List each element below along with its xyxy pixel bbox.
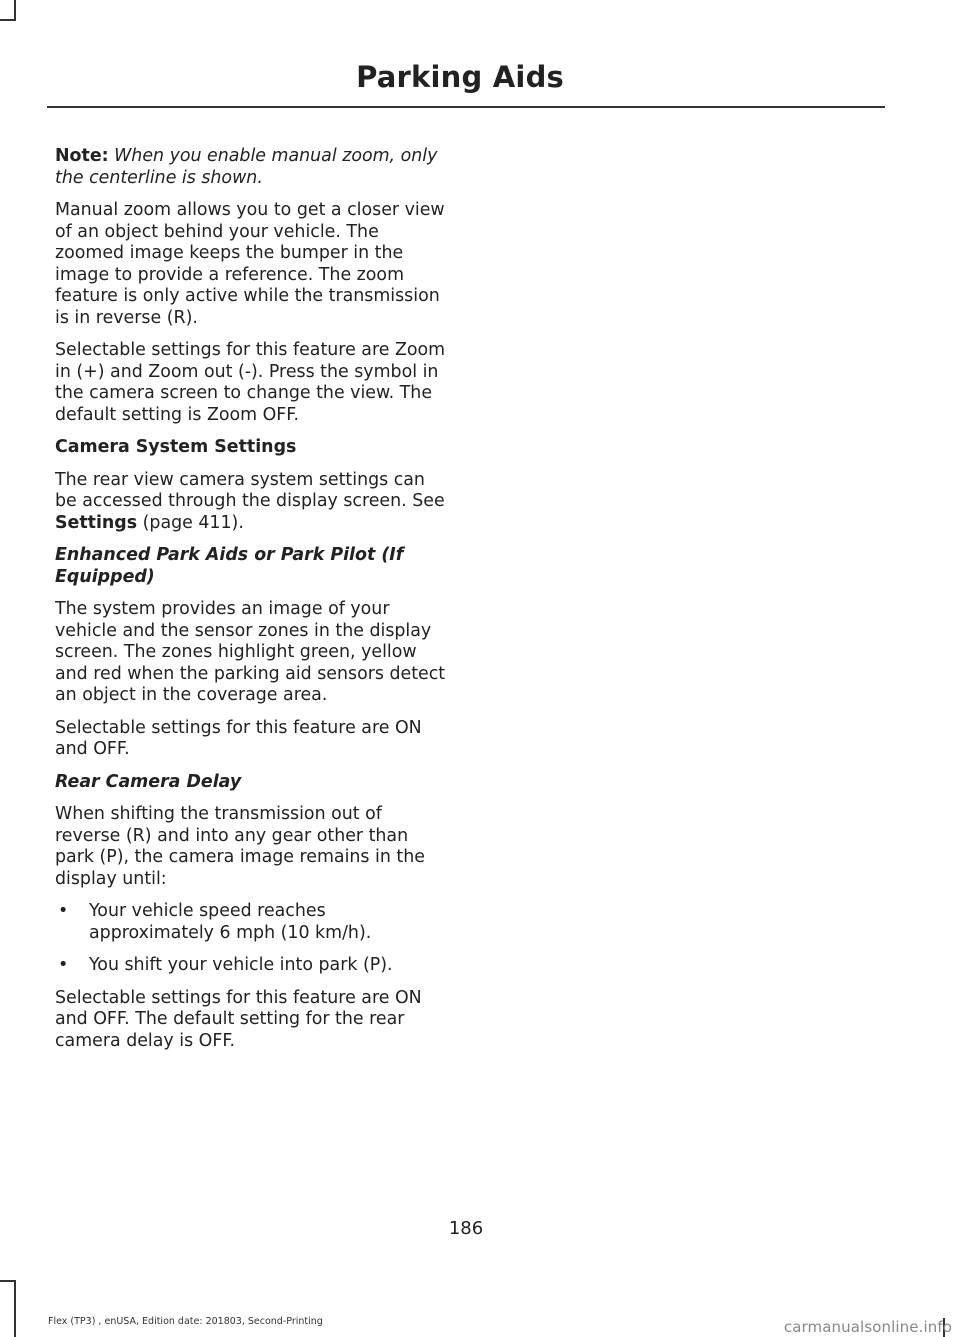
bullet-icon: • [58, 901, 69, 921]
camera-settings-text: The rear view camera system settings can be accessed through the display screen. See [55, 469, 445, 511]
note-text: When you enable manual zoom, only the centerline is shown. [55, 146, 438, 188]
paragraph-enhanced-settings: Selectable settings for this feature are ON and OFF. [55, 717, 422, 759]
paragraph-rear-camera-delay: When shifting the transmission out of reverse (R) and into any gear other than park (P), the camera image remains in the display until: [55, 804, 425, 889]
watermark: carmanualsonline.info [783, 1318, 952, 1336]
note-paragraph [55, 146, 447, 189]
bullet-list [55, 901, 447, 977]
list-item [55, 955, 447, 977]
main-column [55, 146, 447, 1063]
footer-edition: Flex (TP3) , enUSA, Edition date: 201803, Second-Printing [48, 1316, 323, 1327]
header-rule [47, 106, 885, 108]
note-label: Note: [55, 146, 109, 166]
paragraph-camera-settings [55, 470, 447, 535]
crop-mark [0, 1280, 16, 1282]
list-item [55, 901, 447, 944]
heading-enhanced-park-aids: Enhanced Park Aids or Park Pilot (If Equipped) [55, 545, 404, 587]
heading-camera-system-settings: Camera System Settings [55, 437, 297, 457]
page-title: Parking Aids [356, 60, 564, 94]
page-reference: (page 411). [137, 512, 244, 533]
crop-mark [14, 0, 16, 20]
list-item-text: You shift your vehicle into park (P). [89, 955, 393, 975]
paragraph-zoom-settings: Selectable settings for this feature are Zoom in (+) and Zoom out (-). Press the symbol in the camera screen to change the view. The default setting is Zoom OFF. [55, 340, 446, 425]
paragraph-delay-settings: Selectable settings for this feature are ON and OFF. The default setting for the rear camera delay is OFF. [55, 987, 422, 1051]
heading-rear-camera-delay: Rear Camera Delay [55, 771, 242, 792]
list-item-text: Your vehicle speed reaches approximately 6 mph (10 km/h). [89, 901, 372, 943]
paragraph-enhanced-park-aids: The system provides an image of your vehicle and the sensor zones in the display screen. The zones highlight green, yellow and red when the parking aid sensors detect an object in the coverage area. [55, 599, 446, 705]
page-number: 186 [448, 1218, 484, 1239]
paragraph-manual-zoom: Manual zoom allows you to get a closer view of an object behind your vehicle. The zoomed image keeps the bumper in the image to provide a reference. The zoom feature is only active while the transmission is in reverse (R). [55, 200, 445, 328]
bullet-icon: • [58, 955, 69, 975]
settings-reference-link[interactable]: Settings [55, 512, 138, 533]
crop-mark [14, 1280, 16, 1337]
crop-mark [0, 19, 16, 21]
